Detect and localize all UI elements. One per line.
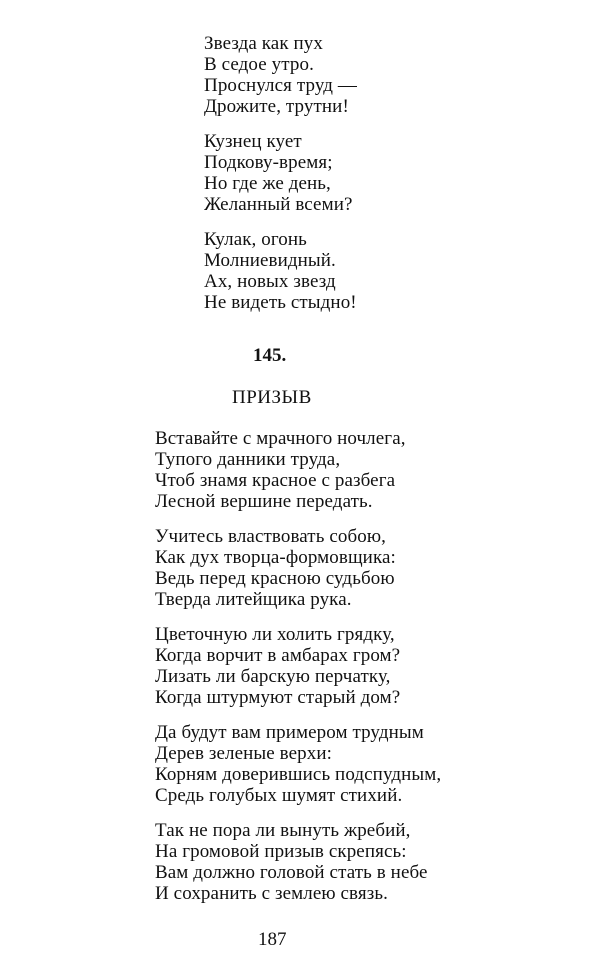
poem-line: Тупого данники труда,	[155, 449, 341, 470]
page-number: 187	[258, 929, 287, 950]
poem-line: И сохранить с землею связь.	[155, 883, 388, 904]
poem-line: Проснулся труд —	[204, 75, 357, 96]
poem-line: Так не пора ли вынуть жребий,	[155, 820, 411, 841]
poem-line: Ведь перед красною судьбою	[155, 568, 395, 589]
stanza	[155, 820, 428, 904]
poem-line: Молниевидный.	[204, 250, 336, 271]
poem-line: Чтоб знамя красное с разбега	[155, 470, 396, 491]
poem-line: Дерев зеленые верхи:	[155, 743, 332, 764]
stanza	[155, 722, 441, 806]
poem-line: Когда штурмуют старый дом?	[155, 687, 401, 708]
poem-line: Когда ворчит в амбарах гром?	[155, 645, 401, 666]
poem-number: 145.	[253, 345, 287, 366]
poem-line: Да будут вам примером трудным	[155, 722, 424, 743]
poem-line: Вставайте с мрачного ночлега,	[155, 428, 406, 449]
poem-title: ПРИЗЫВ	[232, 387, 312, 408]
stanza	[204, 33, 357, 117]
poem-line: Не видеть стыдно!	[204, 292, 357, 313]
poem-line: Кузнец кует	[204, 131, 302, 152]
poem-line: Учитесь властвовать собою,	[155, 526, 386, 547]
poem-line: Звезда как пух	[204, 33, 323, 54]
poem-line: Но где же день,	[204, 173, 331, 194]
poem-line: Цветочную ли холить грядку,	[155, 624, 395, 645]
stanza	[155, 526, 396, 610]
stanza	[204, 229, 357, 313]
poem-line: Средь голубых шумят стихий.	[155, 785, 403, 806]
poem-line: Подкову-время;	[204, 152, 333, 173]
poem-line: В седое утро.	[204, 54, 314, 75]
poem-line: Желанный всеми?	[204, 194, 353, 215]
stanza	[155, 624, 400, 708]
poem-line: Вам должно головой стать в небе	[155, 862, 428, 883]
poem-line: Кулак, огонь	[204, 229, 307, 250]
poem-line: Лизать ли барскую перчатку,	[155, 666, 391, 687]
poem-line: Корням доверившись подспудным,	[155, 764, 442, 785]
stanza	[204, 131, 353, 215]
poem-line: Лесной вершине передать.	[155, 491, 373, 512]
poem-line: Как дух творца-формовщика:	[155, 547, 396, 568]
poem-line: Тверда литейщика рука.	[155, 589, 352, 610]
poem-line: Дрожите, трутни!	[204, 96, 349, 117]
stanza	[155, 428, 406, 512]
poem-line: Ах, новых звезд	[204, 271, 336, 292]
poem-line: На громовой призыв скрепясь:	[155, 841, 407, 862]
